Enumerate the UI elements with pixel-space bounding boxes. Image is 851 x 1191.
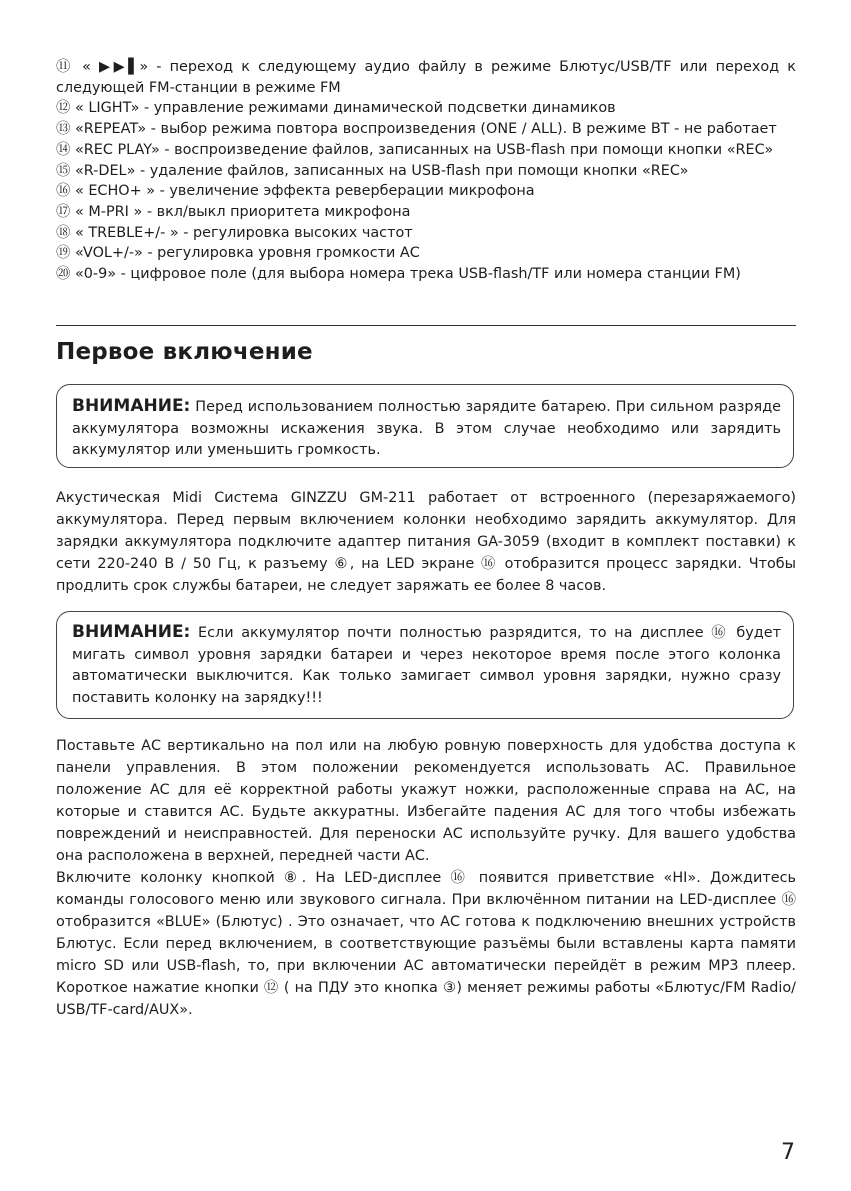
warning-text — [72, 396, 781, 462]
section-divider — [56, 325, 796, 326]
control-description-list — [56, 57, 796, 285]
list-item: ⑰ « M-PRI » - вкл/выкл приоритета микрофона — [56, 203, 411, 220]
list-item: ⑬ «REPEAT» - выбор режима повтора воспроизведения (ONE / ALL). В режиме BT - не работает — [56, 121, 777, 138]
power-on-paragraph: Включите колонку кнопкой ⑧. На LED-дисплее ⑯ появится приветствие «HI». Дождитесь команды голосового меню или звукового сигнала. При включённом питании на LED-дисплее ⑯ отобразится «BLUE» (Блютус) . Это означает, что АС готова к подключению внешних устройств Блютус. Если перед включением, в соответствующие разъёмы были вставлены карта памяти micro SD или USB-flash, то, при включении АС автоматически перейдёт в режим MP3 плеер. Короткое нажатие кнопки ⑫ ( на ПДУ это кнопка ③) меняет режимы работы «Блютус/FM Radio/ USB/TF-card/AUX». — [56, 870, 796, 1018]
warning-text — [72, 622, 781, 709]
list-item: ⑪ « ▶▶▌» - переход к следующему аудио файлу в режиме Блютус/USB/TF или переход к следующей FM-станции в режиме FM — [56, 59, 796, 96]
list-item: ⑮ «R-DEL» - удаление файлов, записанных на USB-flash при помощи кнопки «REC» — [56, 162, 689, 179]
charging-paragraph: Акустическая Midi Система GINZZU GM-211 работает от встроенного (перезаряжаемого) аккумулятора. Перед первым включением колонки необходимо зарядить аккумулятор. Для зарядки аккумулятора подключите адаптер питания GA-3059 (входит в комплект поставки) к сети 220-240 В / 50 Гц, к разъему ⑥, на LED экране ⑯ отобразится процесс зарядки. Чтобы продлить срок службы батареи, не следует заряжать ее более 8 часов. — [56, 490, 796, 594]
setup-paragraphs — [56, 735, 796, 1021]
list-item: ⑯ « ECHO+ » - увеличение эффекта реверберации микрофона — [56, 183, 535, 200]
warning-box — [56, 384, 794, 468]
warning-label: ВНИМАНИЕ: — [72, 622, 191, 642]
placement-paragraph: Поставьте АС вертикально на пол или на любую ровную поверхность для удобства доступа к панели управления. В этом положении рекомендуется использовать АС. Правильное положение АС для её корректной работы укажут ножки, расположенные справа на АС, на которые и ставится АС. Будьте аккуратны. Избегайте падения АС для того чтобы избежать повреждений и неисправностей. Для переноски АС используйте ручку. Для вашего удобства она расположена в верхней, передней части АС. — [56, 738, 796, 864]
warning-box — [56, 611, 794, 719]
section-heading: Первое включение — [56, 339, 313, 365]
warning-body: Перед использованием полностью зарядите батарею. При сильном разряде аккумулятора возможны искажения звука. В этом случае необходимо или зарядить аккумулятор или уменьшить громкость. — [72, 399, 781, 459]
warning-label: ВНИМАНИЕ: — [72, 396, 191, 416]
list-item: ⑲ «VOL+/-» - регулировка уровня громкости АС — [56, 245, 420, 262]
list-item: ⑭ «REC PLAY» - воспроизведение файлов, записанных на USB-flash при помощи кнопки «REC» — [56, 141, 774, 158]
list-item: ⑱ « TREBLE+/- » - регулировка высоких частот — [56, 224, 413, 241]
list-item: ⑳ «0-9» - цифровое поле (для выбора номера трека USB-flash/TF или номера станции FM) — [56, 266, 741, 283]
list-item: ⑫ « LIGHT» - управление режимами динамической подсветки динамиков — [56, 100, 616, 117]
page-number: 7 — [781, 1140, 795, 1165]
warning-body: Если аккумулятор почти полностью разрядится, то на дисплее ⑯ будет мигать символ уровня зарядки батареи и через некоторое время после этого колонка автоматически выключится. Как только замигает символ уровня зарядки, нужно сразу поставить колонку на зарядку!!! — [72, 625, 781, 706]
